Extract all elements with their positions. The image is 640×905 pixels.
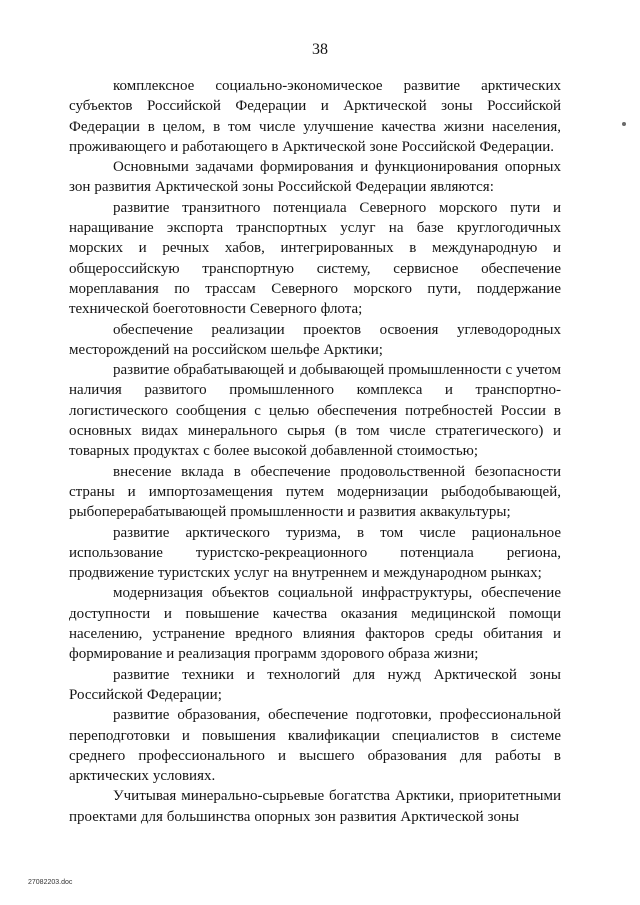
page-number: 38 xyxy=(312,41,328,58)
footer-file-name: 27082203.doc xyxy=(28,879,73,886)
paragraph-8: модернизация объектов социальной инфраструктуры, обеспечение доступности и повышение качества оказания медицинской помощи населению, устранение вредного влияния факторов среды обитания и формирование и реализация программ здорового образа жизни; xyxy=(69,585,561,663)
document-body xyxy=(69,76,561,827)
paragraph-6: внесение вклада в обеспечение продовольственной безопасности страны и импортозамещения путем модернизации рыбодобывающей, рыбоперерабатывающей промышленности и развития аквакультуры; xyxy=(69,463,561,521)
paragraph-2: Основными задачами формирования и функционирования опорных зон развития Арктической зоны Российской Федерации являются: xyxy=(69,159,561,196)
margin-mark xyxy=(622,122,626,126)
paragraph-7: развитие арктического туризма, в том числе рациональное использование туристско-рекреационного потенциала региона, продвижение туристских услуг на внутреннем и международном рынках; xyxy=(69,524,561,582)
paragraph-3: развитие транзитного потенциала Северного морского пути и наращивание экспорта транспортных услуг на базе круглогодичных морских и речных хабов, интегрированных в международную и общероссийскую транспортную систему, сервисное обеспечение мореплавания по трассам Северного морского пути, поддержание технической боеготовности Северного флота; xyxy=(69,199,561,318)
paragraph-5: развитие обрабатывающей и добывающей промышленности с учетом наличия развитого промышленного комплекса и транспортно-логистического сообщения с целью обеспечения потребностей России в основных видах минерального сырья (в том числе стратегического) и товарных продуктах с более высокой добавленной стоимостью; xyxy=(69,362,561,460)
paragraph-9: развитие техники и технологий для нужд Арктической зоны Российской Федерации; xyxy=(69,666,561,703)
paragraph-1: комплексное социально-экономическое развитие арктических субъектов Российской Федерации и Арктической зоны Российской Федерации в целом, в том числе улучшение качества жизни населения, проживающего и работающего в Арктической зоне Российской Федерации. xyxy=(69,78,561,155)
paragraph-11: Учитывая минерально-сырьевые богатства Арктики, приоритетными проектами для большинства опорных зон развития Арктической зоны xyxy=(69,788,561,825)
paragraph-4: обеспечение реализации проектов освоения углеводородных месторождений на российском шельфе Арктики; xyxy=(69,321,561,358)
paragraph-10: развитие образования, обеспечение подготовки, профессиональной переподготовки и повышения квалификации специалистов в системе среднего профессионального и высшего образования для работы в арктических условиях. xyxy=(69,707,561,785)
